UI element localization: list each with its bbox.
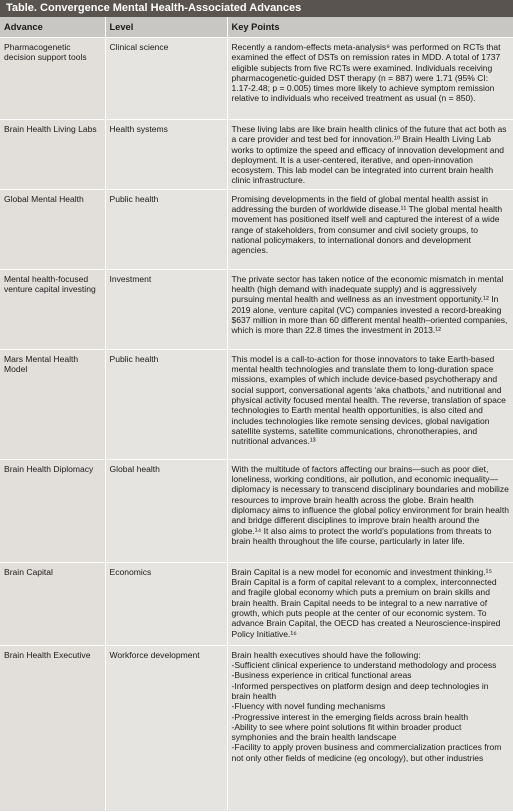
table-row	[0, 645, 513, 811]
level-cell: Economics	[105, 562, 227, 645]
table-row	[0, 120, 513, 190]
key-points-cell: These living labs are like brain health clinics of the future that act both as a care provider and test bed for innovation.¹⁰ Brain Health Living Lab works to optimize the speed and efficacy of innovation development and deployment. It is a user-centered, iterative, and open-innovation ecosystem. This lab model can be integrated into current brain health clinic infrastructure.	[227, 120, 513, 190]
advance-cell: Brain Capital	[0, 562, 105, 645]
list-item: -Business experience in critical functional areas	[231, 670, 412, 681]
key-points-cell: With the multitude of factors affecting our brains—such as poor diet, loneliness, working conditions, air pollution, and economic inequality—diplomacy is necessary to transcend disciplinary boundaries and mobilize resources to improve brain health across the globe. Brain health diplomacy aims to influence the global policy environment for brain health and bridge different disciplines to improve brain health around the globe.¹⁴ It also aims to protect the world’s populations from threats to brain health throughout the life course, particularly in later life.	[227, 459, 513, 562]
table-row	[0, 349, 513, 459]
advance-cell: Brain Health Living Labs	[0, 120, 105, 190]
key-points-cell: Brain Capital is a new model for economic and investment thinking.¹⁵ Brain Capital is a form of capital relevant to a complex, interconnected and fragile global economy which puts a premium on brain skills and brain health. Brain Capital needs to be integral to a new narrative of growth, which puts people at the center of our economic system. To advance Brain Capital, the OECD has created a Neuroscience-inspired Policy Initiative.¹⁶	[227, 562, 513, 645]
header-row	[0, 17, 513, 38]
list-item: -Informed perspectives on platform design and deep technologies in brain health	[231, 680, 489, 701]
key-points-cell: The private sector has taken notice of the economic mismatch in mental health (high demand with inadequate supply) and is aggressively pursuing mental health and wellness as an investment opportunity.¹² In 2019 alone, venture capital (VC) companies invested a record-breaking $637 million in more than 60 different mental health–oriented companies, which is more than 22.8 times the investment in 2013.¹²	[227, 269, 513, 349]
level-cell: Investment	[105, 269, 227, 349]
header-advance: Advance	[0, 17, 105, 38]
table-row	[0, 38, 513, 120]
level-cell: Workforce development	[105, 645, 227, 811]
table-row	[0, 562, 513, 645]
key-points-cell: Recently a random-effects meta-analysis⁹ was performed on RCTs that examined the effect of DSTs on remission rates in MDD. A total of 1737 eligible subjects from five RCTs were examined. Individuals receiving pharmacogenetic-guided DST therapy (n = 887) were 1.71 (95% CI: 1.17-2.48; p = 0.005) times more likely to achieve symptom remission relative to individuals who received treatment as usual (n = 850).	[227, 38, 513, 120]
list-item: -Ability to see where point solutions fit within broader product symphonies and the brain health landscape	[231, 721, 462, 743]
header-key-points: Key Points	[227, 17, 513, 38]
list-item: -Progressive interest in the emerging fields across brain health	[231, 711, 469, 722]
table-row	[0, 189, 513, 269]
advance-cell: Mars Mental Health Model	[0, 349, 105, 459]
table-row	[0, 269, 513, 349]
key-points-cell	[227, 645, 513, 811]
list-item: -Sufficient clinical experience to understand methodology and process	[231, 660, 497, 671]
level-cell: Public health	[105, 349, 227, 459]
advance-cell: Pharmacogenetic decision support tools	[0, 38, 105, 120]
level-cell: Clinical science	[105, 38, 227, 120]
advance-cell: Mental health-focused venture capital investing	[0, 269, 105, 349]
level-cell: Global health	[105, 459, 227, 562]
key-points-intro: Brain health executives should have the following:	[231, 649, 421, 660]
key-points-cell: This model is a call-to-action for those innovators to take Earth-based mental health technologies and translate them to long-duration space missions, examples of which include device-based psychotherapy and social support, conversational agents ‘aka chatbots,’ and nutritional and physical activity focused mental health. The reverse, translation of space technologies to Earth mental health opportunities, is also cited and includes technologies like remote sensing devices, global navigation satellite systems, satellite communications, chronotherapies, and nutritional advances.¹³	[227, 349, 513, 459]
advance-cell: Global Mental Health	[0, 189, 105, 269]
header-level: Level	[105, 17, 227, 38]
advance-cell: Brain Health Executive	[0, 645, 105, 811]
level-cell: Health systems	[105, 120, 227, 190]
list-item: -Facility to apply proven business and commercialization practices from not only other fields of medicine (eg oncology), but other industries	[231, 742, 502, 763]
table-title: Table. Convergence Mental Health-Associated Advances	[0, 0, 513, 17]
level-cell: Public health	[105, 189, 227, 269]
table-row	[0, 459, 513, 562]
list-item: -Fluency with novel funding mechanisms	[231, 701, 386, 712]
advance-cell: Brain Health Diplomacy	[0, 459, 105, 562]
advances-table	[0, 17, 513, 812]
key-points-cell: Promising developments in the field of global mental health assist in addressing the burden of worldwide disease.¹¹ The global mental health movement has positioned itself well and captured the interest of a wide range of stakeholders, from consumer and civil society groups, to national policymakers, to international donors and development agencies.	[227, 189, 513, 269]
